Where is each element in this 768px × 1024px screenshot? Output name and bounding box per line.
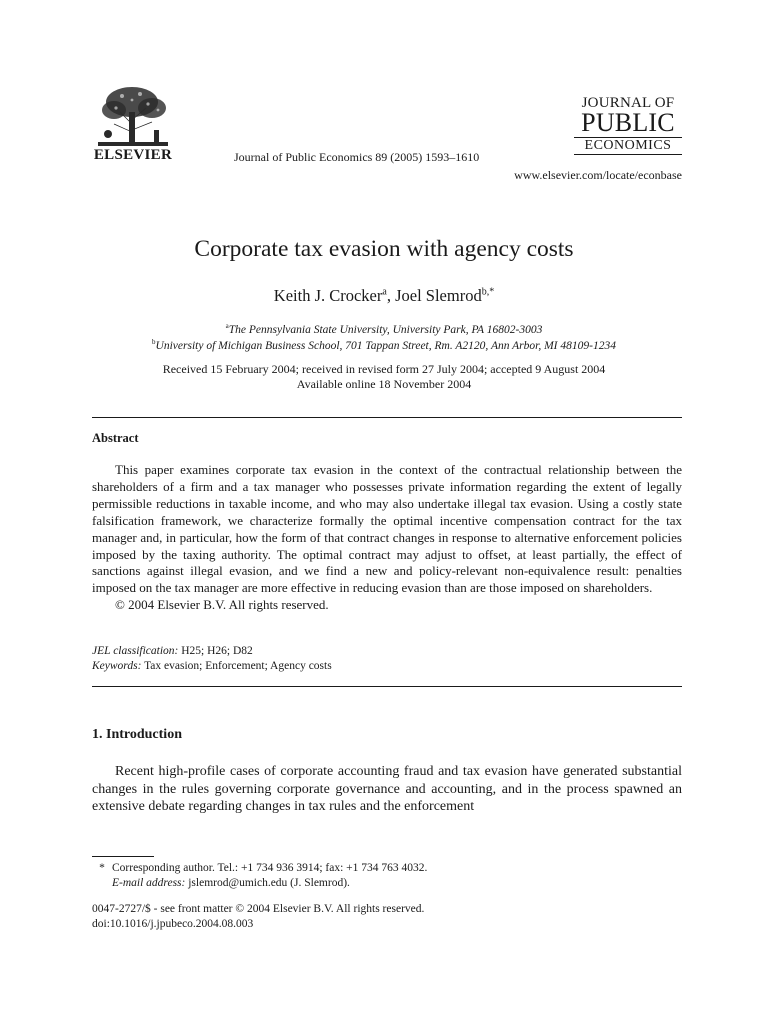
journal-logo xyxy=(574,96,682,155)
bottom-divider xyxy=(92,686,682,687)
jel-label: JEL classification: xyxy=(92,645,179,657)
introduction-text: Recent high-profile cases of corporate accounting fraud and tax evasion have generated substantial changes in the rules governing corporate governance and accounting, and in the process spawned an extensive debate regarding changes in tax rules and the enforcement xyxy=(92,764,682,814)
abstract-text: This paper examines corporate tax evasion in the context of the contractual relationship between the shareholders of a firm and a tax manager who possesses private information regarding the extent of legally permissible reductions in taxable income, and who may also undertake illegal tax evasion. Using a costly state falsification framework, we characterize formally the optimal incentive compensation contract for the tax manager and, in particular, how the form of that contract changes in response to alternative enforcement policies imposed by the taxing authority. The optimal contract may adjust to offset, at least partially, the effect of sanctions against illegal evasion, and we find a new and policy-relevant non-equivalence result: penalties imposed on the tax manager are more effective in reducing evasion than are those imposed on shareholders. xyxy=(92,462,682,596)
email-label: E-mail address: xyxy=(112,877,186,889)
abstract-heading: Abstract xyxy=(92,431,139,445)
doi-line[interactable]: doi:10.1016/j.jpubeco.2004.08.003 xyxy=(92,918,254,930)
issn-line: 0047-2727/$ - see front matter © 2004 Elsevier B.V. All rights reserved. xyxy=(92,903,425,915)
affiliation-b-text: University of Michigan Business School, 701 Tappan Street, Rm. A2120, Ann Arbor, MI 48109-1234 xyxy=(155,339,616,352)
abstract-body xyxy=(92,462,682,614)
author-slemrod-affil-mark: b,* xyxy=(481,286,495,298)
footnote-mark: * xyxy=(99,862,105,874)
available-online: Available online 18 November 2004 xyxy=(296,377,472,391)
jel-value: H25; H26; D82 xyxy=(181,645,253,657)
author-separator: , xyxy=(386,286,396,305)
footnote-corresponding xyxy=(92,862,427,874)
email-value[interactable]: jslemrod@umich.edu (J. Slemrod). xyxy=(188,877,350,889)
author-list xyxy=(0,286,768,306)
footnote-corresponding-text: Corresponding author. Tel.: +1 734 936 3914; fax: +1 734 763 4032. xyxy=(112,862,428,874)
received-dates: Received 15 February 2004; received in revised form 27 July 2004; accepted 9 August 2004 xyxy=(162,362,606,376)
author-slemrod: Joel Slemrod xyxy=(395,286,482,305)
journal-logo-line2: PUBLIC xyxy=(581,108,675,137)
journal-logo-line3: ECONOMICS xyxy=(574,137,682,155)
publisher-name: ELSEVIER xyxy=(93,147,173,163)
affiliation-a xyxy=(0,322,768,336)
article-title: Corporate tax evasion with agency costs xyxy=(194,236,574,262)
top-divider xyxy=(92,417,682,418)
affiliation-a-text: The Pennsylvania State University, University Park, PA 16802-3003 xyxy=(228,323,543,336)
author-crocker: Keith J. Crocker xyxy=(273,286,383,305)
section-heading-introduction: 1. Introduction xyxy=(92,727,182,742)
jel-classification xyxy=(92,645,253,657)
keywords xyxy=(92,660,332,672)
footnote-divider xyxy=(92,856,154,857)
affiliation-b-mark: b xyxy=(152,338,156,346)
affiliation-b xyxy=(0,338,768,352)
abstract-copyright: © 2004 Elsevier B.V. All rights reserved. xyxy=(115,597,329,613)
journal-logo-line1: JOURNAL OF xyxy=(581,95,675,111)
keywords-value: Tax evasion; Enforcement; Agency costs xyxy=(144,660,332,672)
author-crocker-affil-mark: a xyxy=(382,286,387,298)
keywords-label: Keywords: xyxy=(92,660,142,672)
footnote-email xyxy=(112,877,350,889)
journal-url[interactable]: www.elsevier.com/locate/econbase xyxy=(514,168,682,182)
affiliation-a-mark: a xyxy=(225,322,229,330)
journal-citation: Journal of Public Economics 89 (2005) 1593–1610 xyxy=(234,150,480,164)
